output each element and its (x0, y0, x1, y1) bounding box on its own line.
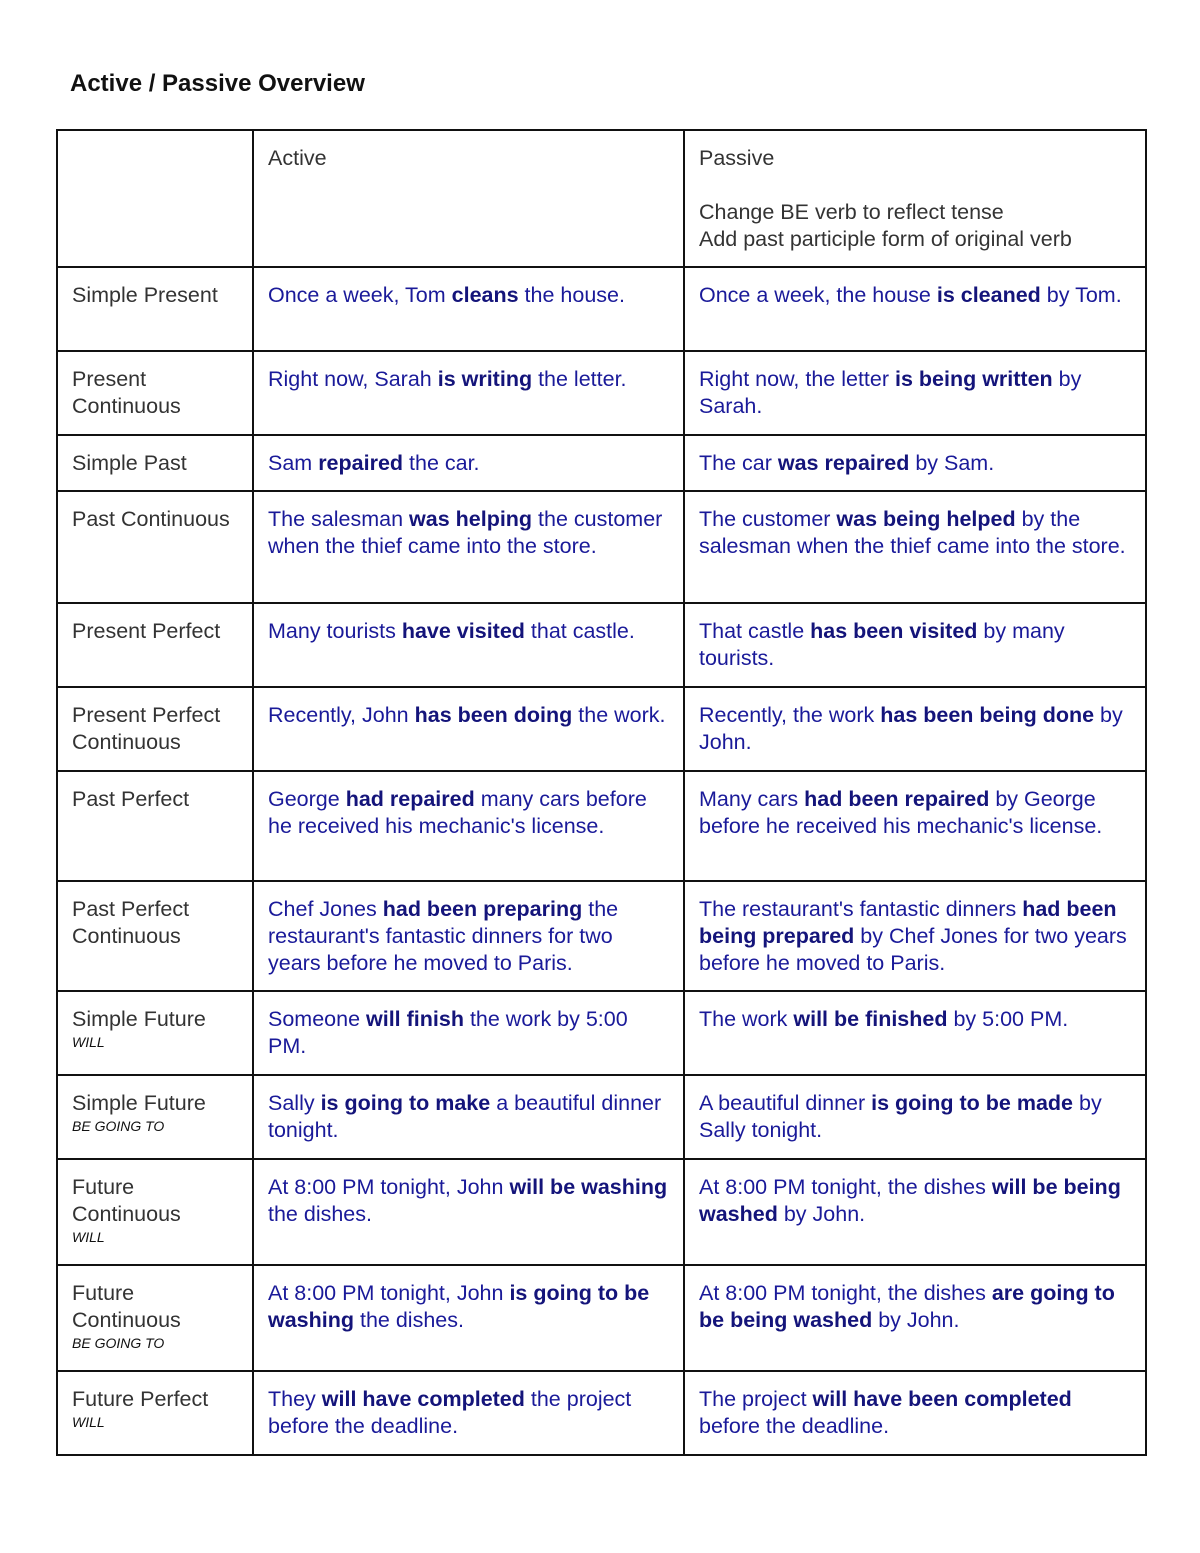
header-active-cell (253, 130, 684, 267)
passive-verb-phrase: had been repaired (804, 787, 990, 811)
passive-verb-phrase: will be being washed (699, 1175, 1121, 1226)
passive-example-text: by 5:00 PM. (947, 1007, 1069, 1031)
passive-verb-phrase: is going to be made (871, 1091, 1074, 1115)
tense-note: WILL (72, 1229, 105, 1245)
tense-cell (57, 351, 253, 435)
tense-name: Future Continuous (72, 1281, 181, 1332)
active-example-text: the customer when the thief came into the store. (268, 507, 663, 558)
tense-note: WILL (72, 1414, 105, 1430)
passive-example-cell (684, 1265, 1146, 1371)
active-example-text: Someone (268, 1007, 367, 1031)
tense-name: Simple Future (72, 1091, 206, 1115)
tense-cell (57, 267, 253, 351)
passive-example-text: before the deadline. (699, 1414, 890, 1438)
tense-name: Present Continuous (72, 367, 181, 418)
active-example-text: the dishes. (354, 1308, 464, 1332)
passive-example-text: by John. (872, 1308, 960, 1332)
passive-verb-phrase: was repaired (777, 451, 910, 475)
passive-example-cell (684, 267, 1146, 351)
table-row (57, 1265, 1146, 1371)
table-row (57, 771, 1146, 881)
passive-example-text: The car (699, 451, 778, 475)
active-example-cell (253, 435, 684, 491)
passive-example-text: by the salesman when the thief came into the store. (699, 507, 1126, 558)
passive-example-cell (684, 435, 1146, 491)
tense-name: Present Perfect Continuous (72, 703, 221, 754)
active-verb-phrase: had repaired (345, 787, 475, 811)
active-example-text: They (268, 1387, 322, 1411)
header-passive-label: Passive (699, 146, 775, 170)
passive-example-text: At 8:00 PM tonight, the dishes (699, 1175, 992, 1199)
passive-example-cell (684, 771, 1146, 881)
active-example-cell (253, 1159, 684, 1265)
header-tense-cell (57, 130, 253, 267)
passive-example-text: by Chef Jones for two years before he moved to Paris. (699, 924, 1127, 975)
active-example-cell (253, 603, 684, 687)
passive-verb-phrase: was being helped (836, 507, 1016, 531)
table-row (57, 1159, 1146, 1265)
active-example-cell (253, 881, 684, 991)
active-example-text: the car. (403, 451, 480, 475)
passive-example-cell (684, 603, 1146, 687)
passive-verb-phrase: will be finished (793, 1007, 948, 1031)
passive-example-cell (684, 881, 1146, 991)
passive-example-text: by John. (777, 1202, 866, 1226)
header-passive-cell (684, 130, 1146, 267)
header-passive-note: Change BE verb to reflect tense (699, 200, 1004, 224)
active-example-text: Right now, Sarah (268, 367, 438, 391)
tense-name: Simple Present (72, 283, 218, 307)
active-example-text: the project before the deadline. (268, 1387, 632, 1438)
passive-example-text: Recently, the work (699, 703, 881, 727)
tense-cell (57, 1159, 253, 1265)
active-example-text: Chef Jones (268, 897, 383, 921)
tense-name: Simple Future (72, 1007, 206, 1031)
table-row (57, 881, 1146, 991)
table-header-row (57, 130, 1146, 267)
passive-verb-phrase: are going to be being washed (699, 1281, 1115, 1332)
passive-example-text: That castle (699, 619, 811, 643)
passive-example-text: by many tourists. (699, 619, 1065, 670)
tense-cell (57, 491, 253, 603)
active-example-text: Recently, John (268, 703, 415, 727)
passive-verb-phrase: has been visited (810, 619, 978, 643)
active-example-text: Once a week, Tom (268, 283, 452, 307)
passive-example-cell (684, 991, 1146, 1075)
active-verb-phrase: was helping (409, 507, 533, 531)
active-passive-table (56, 129, 1147, 1456)
tense-name: Past Perfect (72, 787, 190, 811)
table-body (57, 267, 1146, 1455)
passive-example-text: The customer (699, 507, 837, 531)
table-row (57, 267, 1146, 351)
passive-verb-phrase: will have been completed (812, 1387, 1072, 1411)
active-example-text: many cars before he received his mechanic's license. (268, 787, 647, 838)
passive-example-text: The restaurant's fantastic dinners (699, 897, 1023, 921)
active-example-text: the letter. (532, 367, 627, 391)
active-verb-phrase: cleans (451, 283, 519, 307)
active-example-text: Sally (268, 1091, 321, 1115)
active-verb-phrase: will have completed (321, 1387, 525, 1411)
passive-example-cell (684, 351, 1146, 435)
active-example-text: At 8:00 PM tonight, John (268, 1281, 510, 1305)
tense-note: BE GOING TO (72, 1118, 165, 1134)
active-example-cell (253, 771, 684, 881)
active-example-text: the restaurant's fantastic dinners for two years before he moved to Paris. (268, 897, 619, 975)
passive-example-text: by Sally tonight. (699, 1091, 1102, 1142)
passive-example-text: by George before he received his mechanic's license. (699, 787, 1103, 838)
tense-name: Future Perfect (72, 1387, 209, 1411)
passive-example-cell (684, 491, 1146, 603)
tense-cell (57, 435, 253, 491)
active-verb-phrase: have visited (401, 619, 525, 643)
passive-example-text: Many cars (699, 787, 805, 811)
active-example-cell (253, 267, 684, 351)
tense-cell (57, 603, 253, 687)
passive-example-text: At 8:00 PM tonight, the dishes (699, 1281, 992, 1305)
active-example-text: the house. (518, 283, 625, 307)
passive-example-text: A beautiful dinner (699, 1091, 872, 1115)
passive-example-text: Right now, the letter (699, 367, 895, 391)
passive-example-text: by Sam. (909, 451, 995, 475)
passive-verb-phrase: had been being prepared (699, 897, 1117, 948)
table-row (57, 1371, 1146, 1455)
tense-cell (57, 1371, 253, 1455)
table-row (57, 1075, 1146, 1159)
active-example-cell (253, 1075, 684, 1159)
tense-cell (57, 771, 253, 881)
active-example-text: a beautiful dinner tonight. (268, 1091, 662, 1142)
active-example-cell (253, 1371, 684, 1455)
active-example-text: George (268, 787, 346, 811)
tense-cell (57, 687, 253, 771)
active-verb-phrase: has been doing (414, 703, 573, 727)
table-row (57, 687, 1146, 771)
active-verb-phrase: will finish (366, 1007, 464, 1031)
passive-example-text: Once a week, the house (699, 283, 937, 307)
active-verb-phrase: will be washing (509, 1175, 668, 1199)
passive-example-text: by John. (699, 703, 1123, 754)
active-verb-phrase: repaired (318, 451, 404, 475)
active-example-text: At 8:00 PM tonight, John (268, 1175, 510, 1199)
tense-cell (57, 991, 253, 1075)
passive-example-cell (684, 1371, 1146, 1455)
table-row (57, 991, 1146, 1075)
tense-name: Future Continuous (72, 1175, 181, 1226)
active-verb-phrase: is going to make (320, 1091, 491, 1115)
active-example-text: that castle. (524, 619, 635, 643)
active-example-cell (253, 491, 684, 603)
table-row (57, 351, 1146, 435)
passive-example-cell (684, 1159, 1146, 1265)
passive-example-text: The work (699, 1007, 794, 1031)
tense-name: Past Perfect Continuous (72, 897, 190, 948)
tense-note: BE GOING TO (72, 1335, 165, 1351)
passive-example-cell (684, 1075, 1146, 1159)
tense-note: WILL (72, 1034, 105, 1050)
passive-verb-phrase: is being written (895, 367, 1053, 391)
active-example-text: Many tourists (268, 619, 402, 643)
passive-verb-phrase: is cleaned (936, 283, 1041, 307)
tense-name: Present Perfect (72, 619, 221, 643)
active-example-cell (253, 351, 684, 435)
passive-verb-phrase: has been being done (880, 703, 1095, 727)
header-passive-note: Add past participle form of original verb (699, 227, 1072, 251)
active-example-cell (253, 1265, 684, 1371)
active-example-text: Sam (268, 451, 319, 475)
active-example-text: The salesman (268, 507, 410, 531)
table-row (57, 491, 1146, 603)
table-row (57, 603, 1146, 687)
tense-name: Past Continuous (72, 507, 230, 531)
active-verb-phrase: had been preparing (382, 897, 583, 921)
active-example-cell (253, 687, 684, 771)
tense-name: Simple Past (72, 451, 187, 475)
active-example-text: the dishes. (268, 1202, 372, 1226)
active-example-text: the work by 5:00 PM. (268, 1007, 628, 1058)
passive-example-text: by Sarah. (699, 367, 1082, 418)
active-verb-phrase: is writing (437, 367, 533, 391)
tense-cell (57, 1265, 253, 1371)
passive-example-text: by Tom. (1040, 283, 1122, 307)
active-example-text: the work. (572, 703, 666, 727)
passive-example-text: The project (699, 1387, 813, 1411)
active-example-cell (253, 991, 684, 1075)
header-active-label: Active (268, 146, 327, 170)
page-title: Active / Passive Overview (70, 70, 365, 97)
table-row (57, 435, 1146, 491)
tense-cell (57, 1075, 253, 1159)
active-verb-phrase: is going to be washing (268, 1281, 650, 1332)
tense-cell (57, 881, 253, 991)
passive-example-cell (684, 687, 1146, 771)
